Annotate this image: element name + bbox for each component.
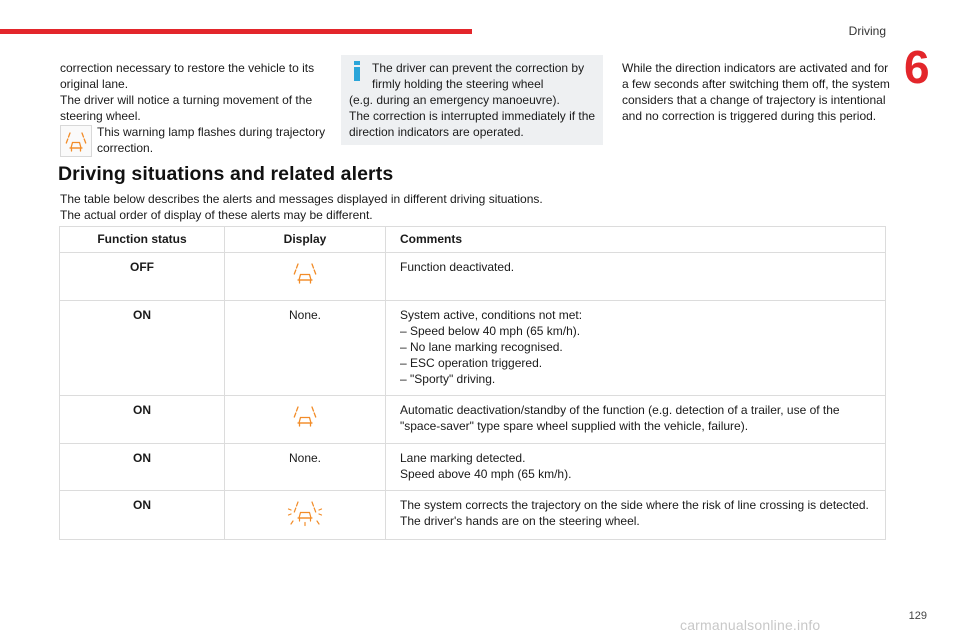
comment-line: – "Sporty" driving. xyxy=(400,372,496,386)
column-3: While the direction indicators are activated and for a few seconds after switching them off, the system considers that a change of trajectory is intentional and no correction is triggered during this period. xyxy=(622,61,890,123)
comment-line: The system corrects the trajectory on the side where the risk of line crossing is detected. xyxy=(400,498,869,512)
lane-keep-orange-icon xyxy=(288,404,322,430)
comment-line: Function deactivated. xyxy=(400,260,515,274)
intro-text xyxy=(60,191,543,223)
header-function-status: Function status xyxy=(60,227,225,253)
table-row xyxy=(60,396,886,444)
display-cell xyxy=(225,396,386,444)
note-line: The correction is interrupted immediately if the direction indicators are operated. xyxy=(349,109,596,139)
lane-keep-warning-icon xyxy=(60,125,92,157)
note-line: (e.g. during an emergency manoeuvre). xyxy=(349,93,560,107)
lane-keep-flashing-icon xyxy=(287,499,323,527)
display-cell: None. xyxy=(225,444,386,491)
status-cell: ON xyxy=(60,301,225,396)
note-body xyxy=(349,92,601,140)
section-title: Driving xyxy=(848,24,886,38)
comment-line: The driver's hands are on the steering wheel. xyxy=(400,514,640,528)
table-row xyxy=(60,491,886,540)
status-cell: ON xyxy=(60,396,225,444)
comments-cell xyxy=(386,491,886,540)
watermark: carmanualsonline.info xyxy=(680,617,821,633)
comments-cell xyxy=(386,301,886,396)
column-1 xyxy=(60,60,332,156)
paragraph: correction necessary to restore the vehicle to its original lane. xyxy=(60,61,315,91)
display-cell xyxy=(225,253,386,301)
table-row xyxy=(60,444,886,491)
comment-line: – ESC operation triggered. xyxy=(400,356,543,370)
status-cell: ON xyxy=(60,444,225,491)
comments-cell xyxy=(386,444,886,491)
table-header-row xyxy=(60,227,886,253)
page-number: 129 xyxy=(908,610,927,622)
chapter-number: 6 xyxy=(904,41,930,93)
warning-text: This warning lamp flashes during trajectory correction. xyxy=(97,125,326,155)
intro-line: The actual order of display of these alerts may be different. xyxy=(60,208,373,222)
alerts-table xyxy=(59,226,886,540)
comment-line: Automatic deactivation/standby of the function (e.g. detection of a trailer, use of the "space-saver" type spare wheel supplied with the vehicle, failure). xyxy=(400,403,840,433)
warning-lamp-note xyxy=(60,124,332,156)
comment-line: – Speed below 40 mph (65 km/h). xyxy=(400,324,581,338)
comment-line: Lane marking detected. xyxy=(400,451,526,465)
table-row xyxy=(60,301,886,396)
display-cell xyxy=(225,491,386,540)
info-icon xyxy=(354,61,360,81)
comments-cell xyxy=(386,253,886,301)
status-cell: ON xyxy=(60,491,225,540)
comment-line: – No lane marking recognised. xyxy=(400,340,563,354)
display-cell: None. xyxy=(225,301,386,396)
section-heading: Driving situations and related alerts xyxy=(58,163,394,185)
top-accent-bar xyxy=(0,29,472,34)
status-cell: OFF xyxy=(60,253,225,301)
note-first-line: The driver can prevent the correction by firmly holding the steering wheel xyxy=(372,61,585,91)
paragraph: The driver will notice a turning movement of the steering wheel. xyxy=(60,93,313,123)
info-note xyxy=(341,55,603,145)
lane-keep-orange-icon xyxy=(288,261,322,287)
comments-cell xyxy=(386,396,886,444)
header-display: Display xyxy=(225,227,386,253)
comment-line: Speed above 40 mph (65 km/h). xyxy=(400,467,572,481)
intro-line: The table below describes the alerts and messages displayed in different driving situations. xyxy=(60,192,543,206)
table-row xyxy=(60,253,886,301)
comment-line: System active, conditions not met: xyxy=(400,308,583,322)
header-comments: Comments xyxy=(386,227,886,253)
